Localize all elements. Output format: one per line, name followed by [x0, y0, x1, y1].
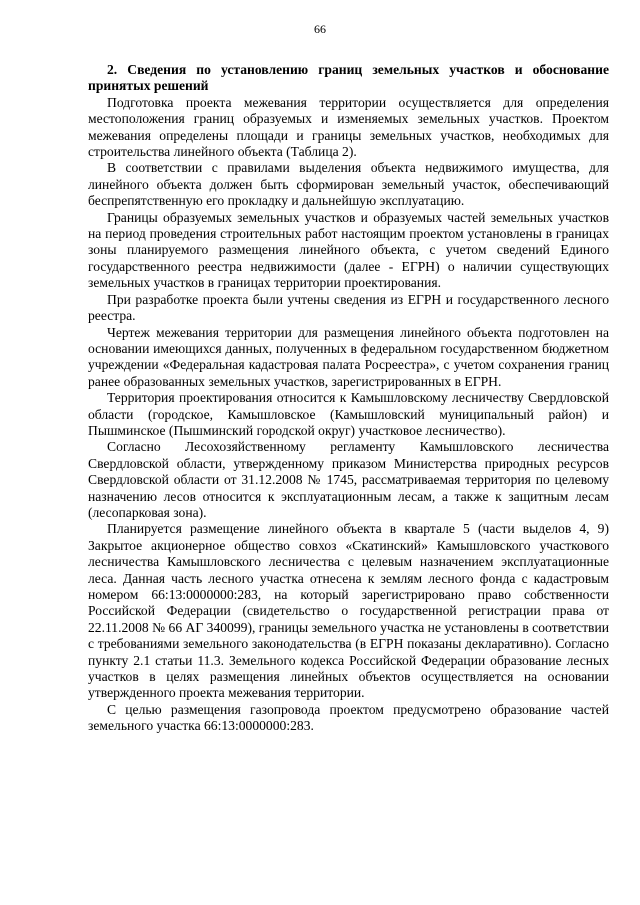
page-number: 66 [314, 22, 326, 36]
section-heading: 2. Сведения по установлению границ земельных участков и обоснование принятых решений [88, 62, 609, 94]
paragraph-5: Чертеж межевания территории для размещения линейного объекта подготовлен на основании имеющихся данных, полученных в федеральном государственном бюджетном учреждении «Федеральная кадастровая палата Росреестра», с учетом сохранения границ ранее образованных земельных участков, зарегистрированных в ЕГРН. [88, 324, 609, 389]
paragraph-7: Согласно Лесохозяйственному регламенту Камышловского лесничества Свердловской области, утвержденному приказом Министерства природных ресурсов Свердловской области от 31.12.2008 № 1745, рассматриваемая территория по целевому назначению лесов относится к эксплуатационным лесам, а также к защитным лесам (лесопарковая зона). [88, 439, 609, 520]
paragraph-4: При разработке проекта были учтены сведения из ЕГРН и государственного лесного реестра. [88, 291, 609, 324]
paragraph-6: Территория проектирования относится к Камышловскому лесничеству Свердловской области (городское, Камышловское (Камышловский муниципальный район) и Пышминское (Пышминский городской округ) участковое лесничество). [88, 390, 609, 438]
paragraph-1: Подготовка проекта межевания территории осуществляется для определения местоположения границ образуемых и изменяемых земельных участков. Проектом межевания определены площади и границы земельных участков, необходимых для строительства линейного объекта (Таблица 2). [88, 94, 609, 160]
paragraph-9: С целью размещения газопровода проектом предусмотрено образование частей земельного участка 66:13:0000000:283. [88, 701, 609, 734]
paragraph-2: В соответствии с правилами выделения объекта недвижимого имущества, для линейного объекта должен быть сформирован земельный участок, обеспечивающий беспрепятственную его прокладку и дальнейшую эксплуатацию. [88, 160, 609, 209]
document-body [88, 62, 609, 735]
paragraph-8: Планируется размещение линейного объекта в квартале 5 (части выделов 4, 9) Закрытое акционерное общество совхоз «Скатинский» Камышловского участкового лесничества Камышловского лесничества с целевым назначением эксплуатационные леса. Данная часть лесного участка отнесена к землям лесного фонда с кадастровым номером 66:13:0000000:283, на который зарегистрировано право собственности Российской Федерации (свидетельство о государственной регистрации права от 22.11.2008 № 66 АГ 340099), границы земельного участка не установлены в соответствии с требованиями земельного законодательства (в ЕГРН показаны декларативно). Согласно пункту 2.1 статьи 11.3. Земельного кодекса Российской Федерации образование лесных участков в целях размещения линейных объектов осуществляется на основании утвержденного проекта межевания территории. [88, 521, 609, 701]
paragraph-3: Границы образуемых земельных участков и образуемых частей земельных участков на период проведения строительных работ настоящим проектом установлены в границах зоны планируемого размещения линейного объекта, с учетом сведений Единого государственного реестра недвижимости (далее - ЕГРН) о наличии существующих земельных участков в границах территории проектирования. [88, 209, 609, 291]
